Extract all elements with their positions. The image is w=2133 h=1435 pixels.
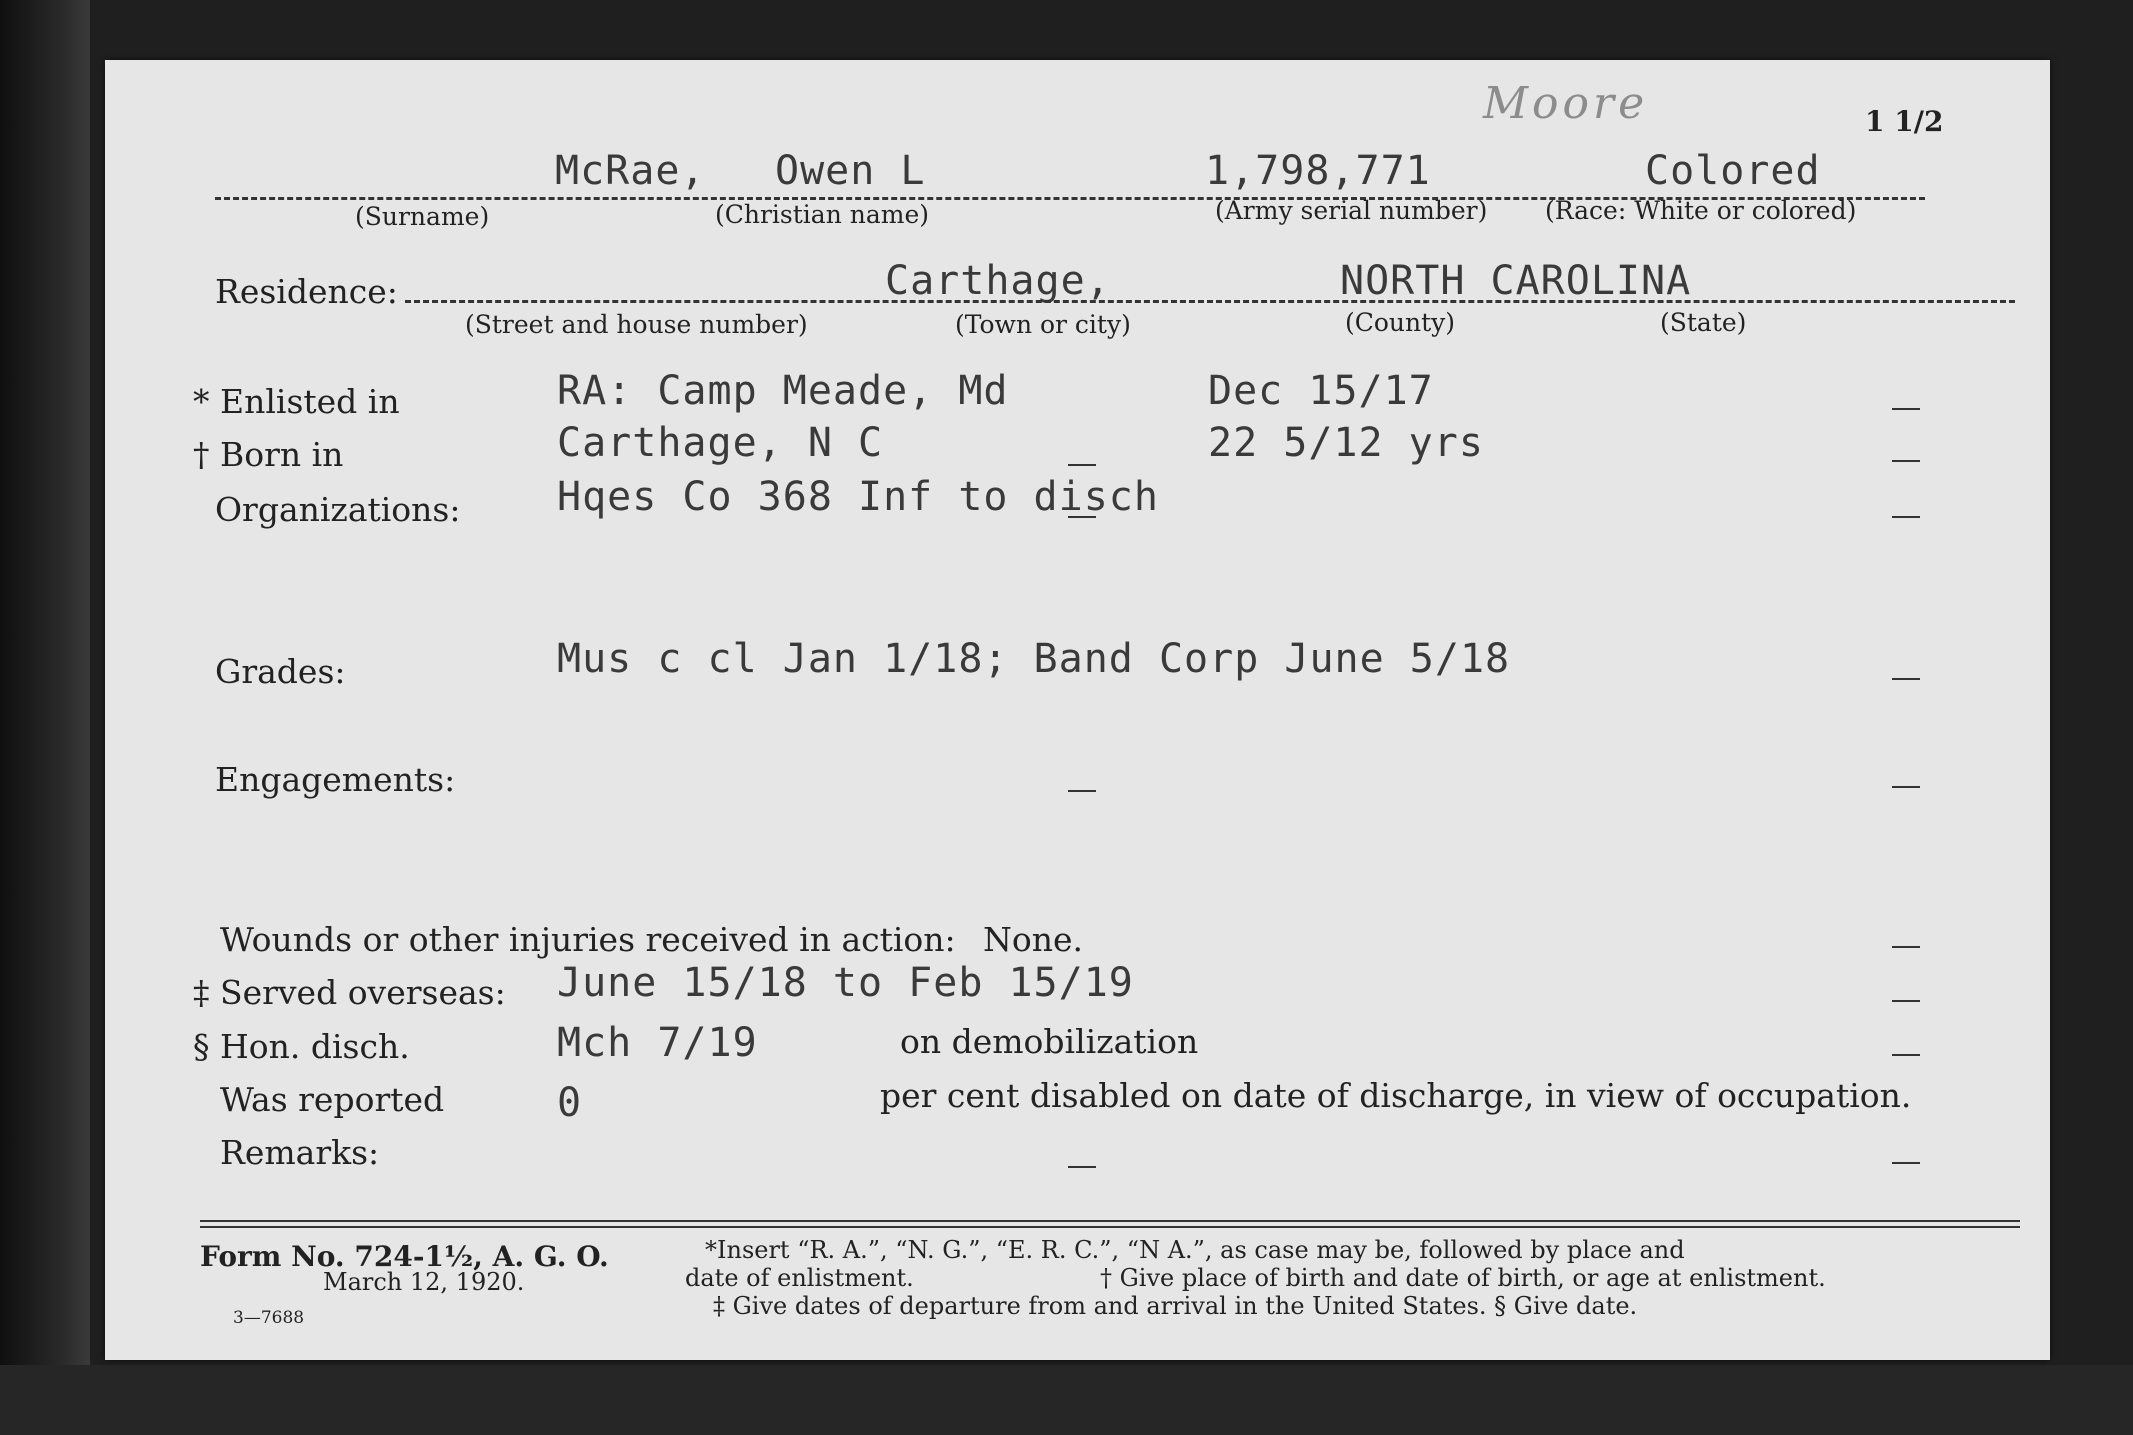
scanner-edge-left [0, 0, 90, 1435]
engagements-mid-dash [1068, 790, 1096, 792]
grades-label: Grades: [215, 652, 346, 691]
enlisted-label: * Enlisted in [193, 382, 400, 421]
footer-rule-top [200, 1220, 2020, 1222]
surname-value: McRae, [555, 148, 706, 194]
form-date: March 12, 1920. [323, 1268, 525, 1296]
residence-line [405, 300, 2015, 303]
overseas-value: June 15/18 to Feb 15/19 [557, 960, 1134, 1006]
born-age-value: 22 5/12 yrs [1208, 420, 1484, 466]
footer-note-line1: *Insert “R. A.”, “N. G.”, “E. R. C.”, “N A.”, as case may be, followed by place and [705, 1236, 1685, 1264]
footer-note-line2b: † Give place of birth and date of birth, or age at enlistment. [1100, 1264, 1826, 1292]
reported-text: per cent disabled on date of discharge, in view of occupation. [880, 1076, 1912, 1115]
wounds-label: Wounds or other injuries received in action: [220, 920, 956, 959]
serial-number-value: 1,798,771 [1205, 148, 1431, 194]
overseas-dash [1892, 1000, 1920, 1002]
remarks-label: Remarks: [220, 1133, 380, 1172]
form-number: Form No. 724-1½, A. G. O. [200, 1240, 609, 1273]
organizations-dash [1892, 516, 1920, 518]
remarks-dash [1892, 1162, 1920, 1164]
footer-note-line2a: date of enlistment. [685, 1264, 914, 1292]
scanner-edge-bottom [0, 1365, 2133, 1435]
town-header: (Town or city) [955, 310, 1131, 339]
engagements-label: Engagements: [215, 760, 456, 799]
reported-value: 0 [557, 1080, 583, 1126]
born-label: † Born in [193, 435, 344, 474]
residence-town-value: Carthage, [885, 258, 1111, 304]
residence-label: Residence: [215, 272, 398, 311]
enlisted-date-value: Dec 15/17 [1208, 368, 1434, 414]
county-header: (County) [1345, 308, 1456, 337]
grades-value: Mus c cl Jan 1/18; Band Corp June 5/18 [557, 636, 1511, 682]
serial-number-header: (Army serial number) [1215, 196, 1488, 225]
christian-name-header: (Christian name) [715, 200, 930, 229]
race-header: (Race: White or colored) [1545, 196, 1857, 225]
footer-note-line3: ‡ Give dates of departure from and arrival in the United States. § Give date. [713, 1292, 1638, 1320]
grades-dash [1892, 678, 1920, 680]
organizations-mid-dash [1068, 516, 1096, 518]
christian-name-value: Owen L [775, 148, 926, 194]
born-place-value: Carthage, N C [557, 420, 884, 466]
discharge-dash [1892, 1054, 1920, 1056]
county-handwritten-note: Moore [1483, 78, 1649, 129]
born-dash [1892, 460, 1920, 462]
street-header: (Street and house number) [465, 310, 808, 339]
service-record-card [105, 60, 2050, 1360]
corner-mark: 1 1/2 [1865, 105, 1944, 138]
residence-state-value: NORTH CAROLINA [1340, 258, 1692, 304]
born-mid-dash [1068, 464, 1096, 466]
reported-label: Was reported [220, 1080, 445, 1119]
discharge-label: § Hon. disch. [193, 1027, 410, 1066]
print-code: 3—7688 [233, 1308, 305, 1328]
enlisted-place-value: RA: Camp Meade, Md [557, 368, 1009, 414]
organizations-label: Organizations: [215, 490, 461, 529]
state-header: (State) [1660, 308, 1747, 337]
discharge-reason: on demobilization [900, 1022, 1199, 1061]
remarks-mid-dash [1068, 1166, 1096, 1168]
surname-header: (Surname) [355, 202, 490, 231]
discharge-date-value: Mch 7/19 [557, 1020, 758, 1066]
engagements-dash [1892, 786, 1920, 788]
footer-rule-bottom [200, 1226, 2020, 1228]
organizations-value: Hqes Co 368 Inf to disch [557, 474, 1159, 520]
wounds-dash [1892, 946, 1920, 948]
overseas-label: ‡ Served overseas: [193, 973, 506, 1012]
race-value: Colored [1645, 148, 1821, 194]
enlisted-dash [1892, 408, 1920, 410]
wounds-value: None. [983, 920, 1084, 959]
